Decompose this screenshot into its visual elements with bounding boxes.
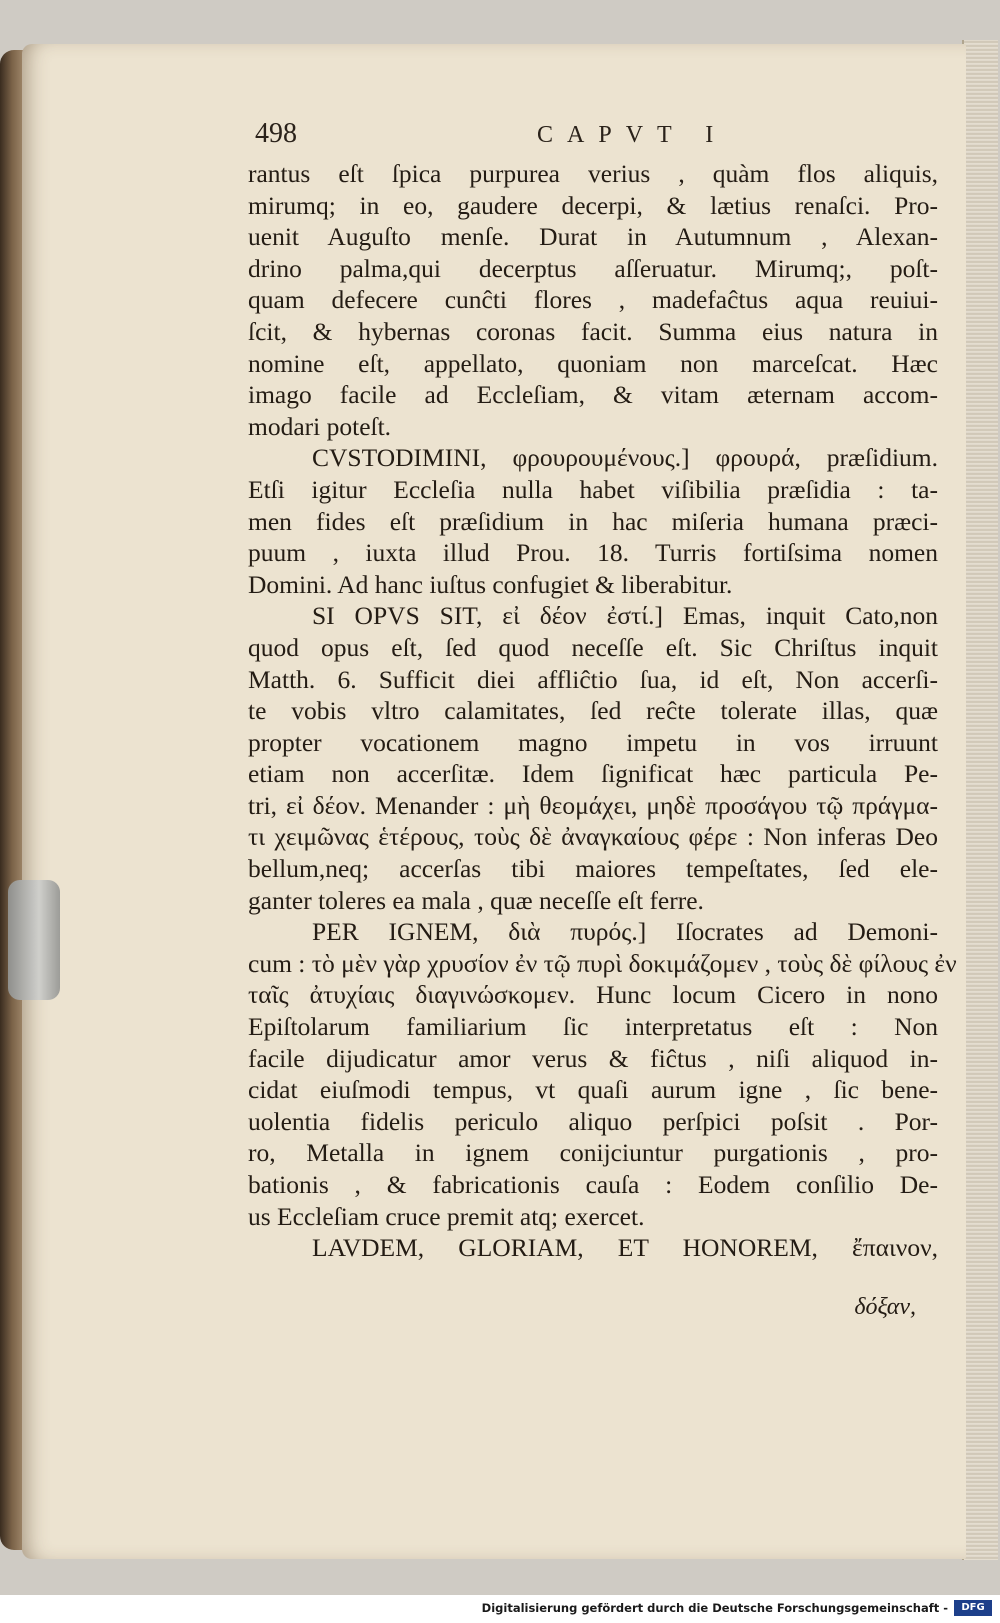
page-block-edge xyxy=(962,40,998,1560)
text-line: ro, Metalla in ignem conijciuntur purgationis , pro- xyxy=(248,1138,938,1168)
text-line: nomine eſt, appellato, quoniam non marceſcat. Hæc xyxy=(248,348,938,378)
text-line: bellum,neq; accerſas tibi maiores tempeſtates, ſed ele- xyxy=(248,854,938,884)
text-line: Domini. Ad hanc iuſtus confugiet & liberabitur. xyxy=(248,569,733,599)
text-line: facile dijudicatur amor verus & fiĉtus , niſi aliquod in- xyxy=(248,1043,938,1073)
text-line: ſcit, & hybernas coronas facit. Summa eius natura in xyxy=(248,316,938,346)
catchword: δόξαν, xyxy=(854,1294,916,1320)
text-line: uolentia fidelis periculo aliquo perſpici poſsit . Por- xyxy=(248,1106,938,1136)
text-line: uenit Auguſto menſe. Durat in Autumnum , Alexan- xyxy=(248,222,938,252)
text-line: imago facile ad Eccleſiam, & vitam æternam accom- xyxy=(248,380,938,410)
text-line: mirumq; in eo, gaudere decerpi, & lætius renaſci. Pro- xyxy=(248,190,938,220)
running-head: CAPVT I xyxy=(537,122,728,148)
text-line: τι χειμῶνας ἑτέρους, τοὺς δὲ ἀναγκαίους φέρε : Non inferas Deo xyxy=(248,822,938,852)
text-line: LAVDEM, GLORIAM, ET HONOREM, ἔπαινον, xyxy=(312,1233,938,1263)
text-line: ganter toleres ea mala , quæ neceſſe eſt ferre. xyxy=(248,885,704,915)
page-header xyxy=(255,118,935,158)
text-line: etiam non accerſitæ. Idem ſignificat hæc particula Pe- xyxy=(248,759,938,789)
text-line: drino palma,qui decerptus aſſeruatur. Mirumq;, poſt- xyxy=(248,253,938,283)
book-clasp xyxy=(8,880,60,1000)
text-line: ταῖς ἀτυχίαις διαγινώσκομεν. Hunc locum Cicero in nono xyxy=(248,980,938,1010)
text-line: Matth. 6. Sufficit diei affliĉtio ſua, id eſt, Non accerſi- xyxy=(248,664,938,694)
dfg-logo[interactable]: DFG xyxy=(954,1600,992,1616)
text-line: PER IGNEM, διὰ πυρός.] Iſocrates ad Demoni- xyxy=(312,917,938,947)
text-line: cum : τὸ μὲν γὰρ χρυσίον ἐν τῷ πυρὶ δοκιμάζομεν , τοὺς δὲ φίλους ἐν xyxy=(248,948,957,978)
text-line: bationis , & fabricationis cauſa : Eodem conſilio De- xyxy=(248,1170,938,1199)
text-line: quam defecere cunĉti flores , madefaĉtus aqua reuiui- xyxy=(248,285,938,315)
text-line: puum , iuxta illud Prou. 18. Turris fortiſsima nomen xyxy=(248,538,938,568)
text-line: us Eccleſiam cruce premit atq; exercet. xyxy=(248,1201,645,1231)
text-line: CVSTODIMINI, φρουρουμένους.] φρουρά, præſidium. xyxy=(312,443,938,473)
text-line: te vobis vltro calamitates, ſed reĉte tolerate illas, quæ xyxy=(248,696,938,726)
text-line: propter vocationem magno impetu in vos irruunt xyxy=(248,727,938,757)
text-line: SI OPVS SIT, εἰ δέον ἐστί.] Emas, inquit Cato,non xyxy=(312,601,938,631)
text-line: modari poteſt. xyxy=(248,411,392,441)
text-line: Epiſtolarum familiarium ſic interpretatus eſt : Non xyxy=(248,1012,938,1042)
text-line: cidat eiuſmodi tempus, vt quaſi aurum igne , ſic bene- xyxy=(248,1075,938,1105)
page-body-text xyxy=(248,158,957,1264)
text-line: men fides eſt præſidium in hac miſeria humana præci- xyxy=(248,506,938,536)
text-line: Etſi igitur Eccleſia nulla habet viſibilia præſidia : ta- xyxy=(248,474,938,504)
text-line: tri, εἰ δέον. Menander : μὴ θεομάχει, μηδὲ προσάγου τῷ πράγμα- xyxy=(248,790,938,820)
page-number: 498 xyxy=(255,118,297,149)
digitization-footer xyxy=(0,1595,1000,1623)
text-line: rantus eſt ſpica purpurea verius , quàm flos aliquis, xyxy=(248,159,938,188)
text-line: quod opus eſt, ſed quod neceſſe eſt. Sic Chriſtus inquit xyxy=(248,632,938,662)
funding-credit[interactable]: Digitalisierung gefördert durch die Deutsche Forschungsgemeinschaft - xyxy=(481,1601,948,1615)
